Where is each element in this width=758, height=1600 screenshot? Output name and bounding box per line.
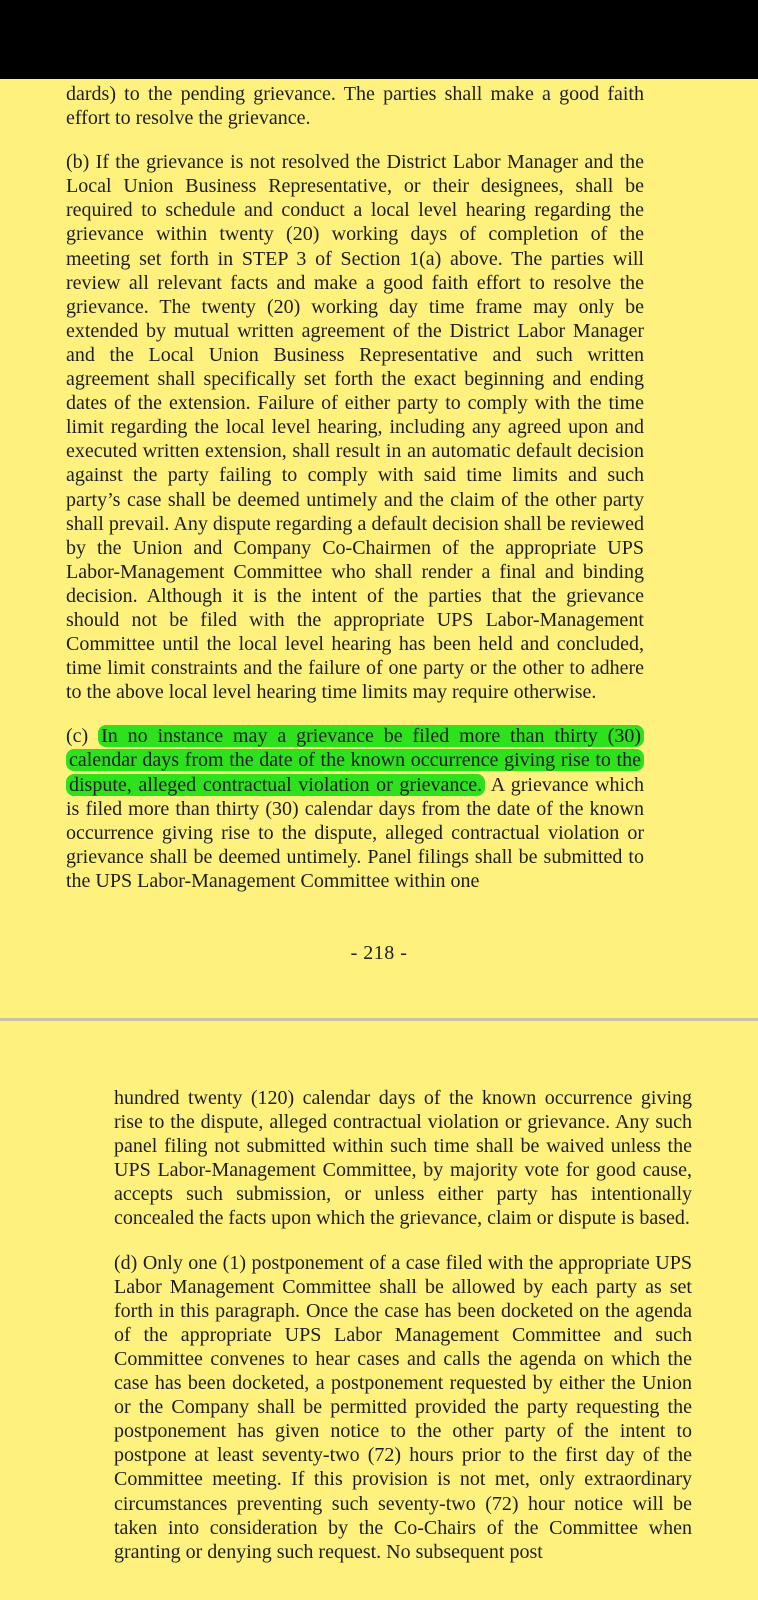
paragraph-c [66,724,644,893]
top-status-bar [0,0,758,79]
paragraph-a-end: dards) to the pending grievance. The parties shall make a good faith effort to resolve the grievance. [66,83,644,130]
paragraph-c-label: (c) [66,725,89,748]
paragraph-d: (d) Only one (1) postponement of a case filed with the appropriate UPS Labor Management Committee shall be allowed by each party as set forth in this paragraph. Once the case has been docketed on the agenda of the appropriate UPS Labor Management Committee and such Committee convenes to hear cases and calls the agenda on which the case has been docketed, a postponement requested by either the Union or the Company shall be permitted provided the party requesting the postponement has given notice to the other party of the intent to postpone at least seventy-two (72) hours prior to the first day of the Committee meeting. If this provision is not met, only extraordinary circumstances preventing such seventy-two (72) hour notice will be taken into consideration by the Co-Chairs of the Committee when granting or denying such request. No subsequent post [114,1251,692,1563]
document-page-219 [0,1021,758,1600]
page-text-block [114,1086,692,1564]
page-text-block [66,82,644,893]
page-number: - 218 - [350,942,408,964]
paragraph-c-continuation: hundred twenty (120) calendar days of the known occurrence giving rise to the dispute, alleged contractual violation or grievance. Any such panel filing not submitted within such time shall be waived unless the UPS Labor-Management Committee, by majority vote for good cause, accepts such submission, or unless either party has intentionally concealed the facts upon which the grievance, claim or dispute is based. [114,1087,692,1230]
paragraph-b: (b) If the grievance is not resolved the District Labor Manager and the Local Union Business Representative, or their designees, shall be required to schedule and conduct a local level hearing regarding the grievance within twenty (20) working days of completion of the meeting set forth in STEP 3 of Section 1(a) above. The parties will review all relevant facts and make a good faith effort to resolve the grievance. The twenty (20) working day time frame may only be extended by mutual written agreement of the District Labor Manager and the Local Union Business Representative and such written agreement shall specifically set forth the exact beginning and ending dates of the extension. Failure of either party to comply with the time limit regarding the local level hearing, including any agreed upon and executed written extension, shall result in an automatic default decision against the party failing to comply with said time limits and such party’s case shall be deemed untimely and the claim of the other party shall prevail. Any dispute regarding a default decision shall be reviewed by the Union and Company Co-Chairmen of the appropriate UPS Labor-Management Committee who shall render a final and binding decision. Although it is the intent of the parties that the grievance should not be filed with the appropriate UPS Labor-Management Committee until the local level hearing has been held and concluded, time limit constraints and the failure of one party or the other to adhere to the above local level hearing time limits may require otherwise. [66,151,644,704]
paragraph-c-rest: A grievance which is filed more than thirty (30) calendar days from the date of the known occurrence giving rise to the dispute, alleged contractual violation or grievance shall be deemed untimely. Panel filings shall be submitted to the UPS Labor-Management Committee within one [66,773,644,892]
highlighted-text[interactable]: In no instance may a grievance be filed more than thirty (30) calendar days from the date of the known occurrence giving rise to the dispute, alleged contractual violation or grievance. [66,725,644,795]
